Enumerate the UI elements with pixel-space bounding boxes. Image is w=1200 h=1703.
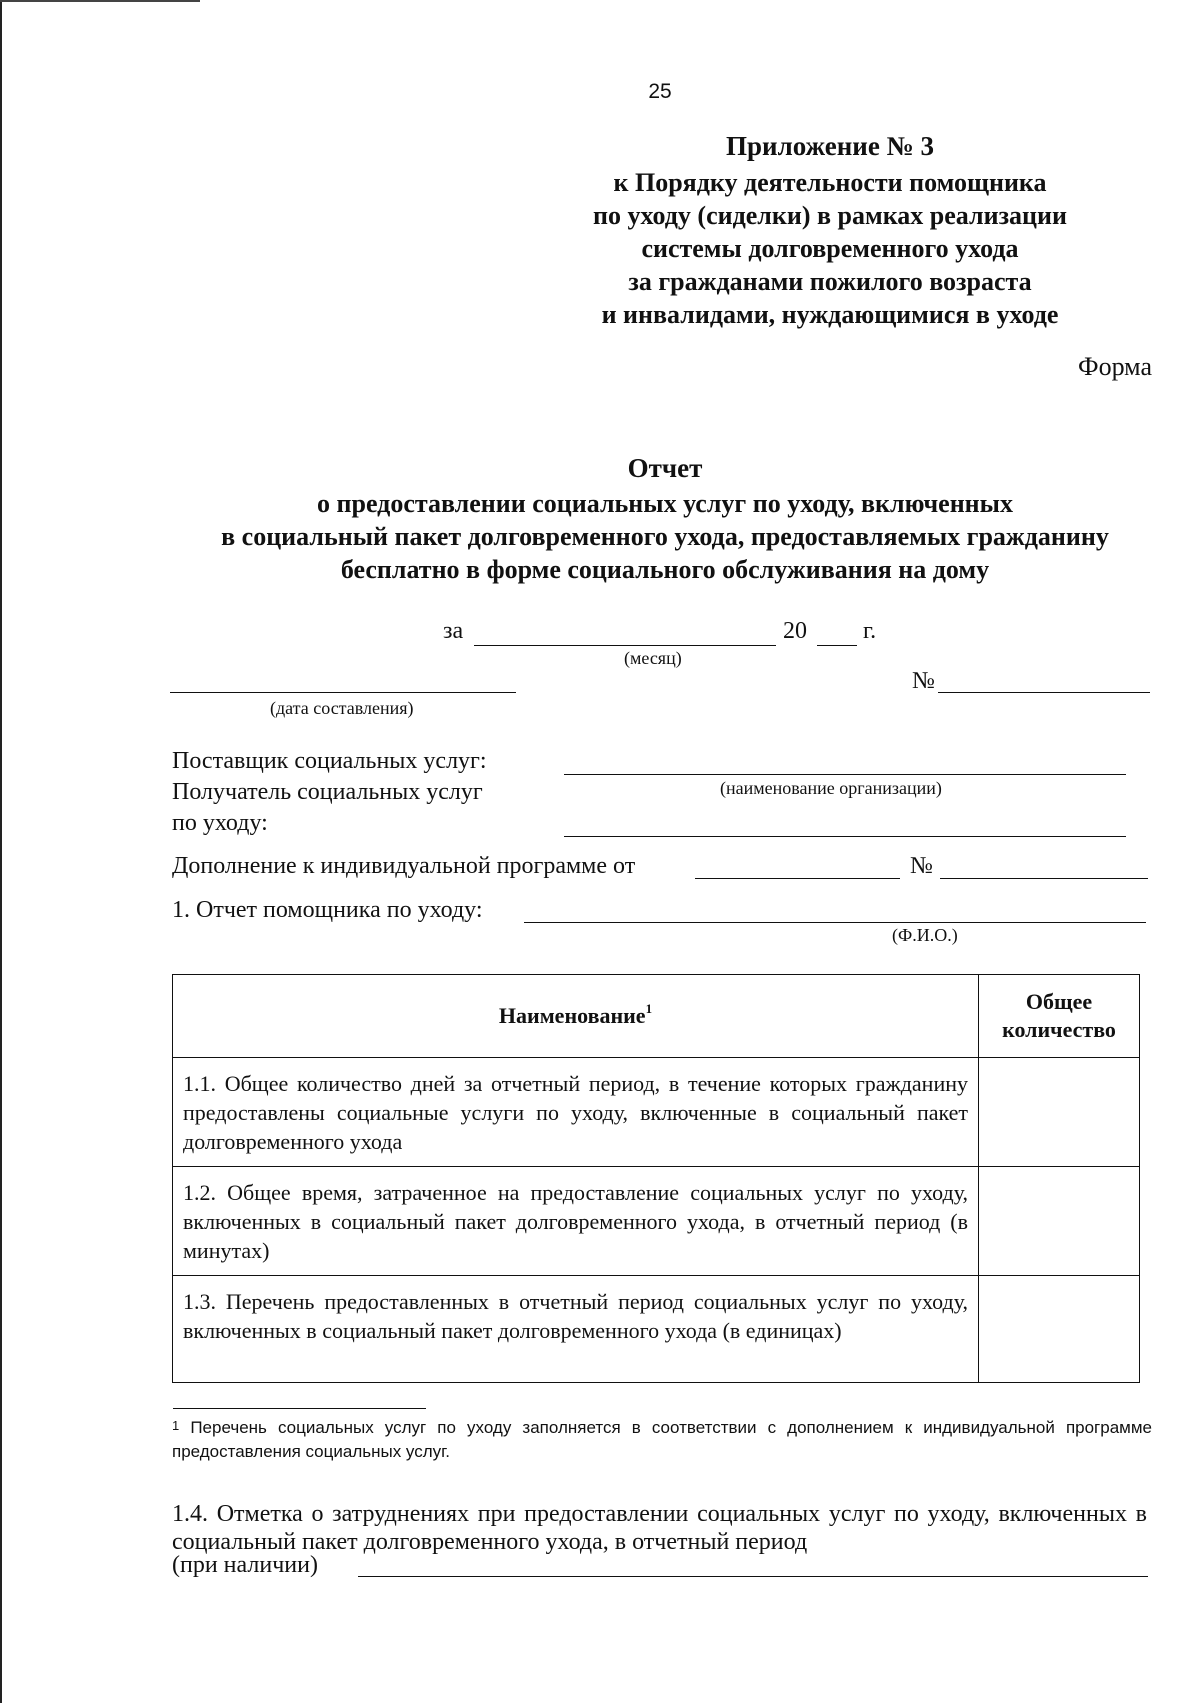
document-title — [140, 452, 1190, 586]
row-description: 1.2. Общее время, затраченное на предоставление социальных услуг по уходу, включенных в социальный пакет долговременного ухода, в отчетный период (в минутах) — [173, 1167, 979, 1276]
provider-label: Поставщик социальных услуг: — [172, 748, 487, 774]
title-line: бесплатно в форме социального обслуживания на дому — [340, 555, 990, 584]
header-total-line: количество — [1002, 1017, 1116, 1042]
appendix-line: Приложение № 3 — [726, 131, 934, 161]
supplement-date-field[interactable] — [695, 878, 900, 879]
recipient-field[interactable] — [564, 836, 1126, 837]
title-line: в социальный пакет долговременного ухода, предоставляемых гражданину — [221, 522, 1109, 551]
year-field[interactable] — [817, 645, 857, 646]
item-1-4 — [172, 1500, 1147, 1556]
footnote — [172, 1416, 1152, 1464]
row-total-cell[interactable] — [979, 1058, 1140, 1167]
page-number: 25 — [648, 80, 672, 103]
report-number-field[interactable] — [938, 692, 1150, 693]
title-head: Отчет — [627, 453, 703, 483]
year-prefix: 20 — [783, 618, 807, 644]
form-label: Форма — [1078, 352, 1152, 381]
table-row — [173, 1276, 1140, 1383]
header-name — [173, 975, 979, 1058]
provider-field[interactable] — [564, 774, 1126, 775]
footnote-mark: 1 — [172, 1418, 180, 1433]
row-total-cell[interactable] — [979, 1167, 1140, 1276]
appendix-line: и инвалидами, нуждающимися в уходе — [601, 300, 1059, 329]
date-field[interactable] — [170, 692, 516, 693]
appendix-line: по уходу (сиделки) в рамках реализации — [593, 201, 1067, 230]
month-caption: (месяц) — [624, 648, 682, 668]
difficulties-field[interactable] — [358, 1576, 1148, 1577]
year-suffix: г. — [863, 618, 877, 644]
item-1-4-text: 1.4. Отметка о затруднениях при предоставлении социальных услуг по уходу, включенных в социальный пакет долговременного ухода, в отчетный период — [172, 1501, 1147, 1555]
report-table — [172, 974, 1140, 1383]
supplement-number-field[interactable] — [940, 878, 1148, 879]
month-field[interactable] — [474, 645, 776, 646]
row-description: 1.3. Перечень предоставленных в отчетный период социальных услуг по уходу, включенных в социальный пакет долговременного ухода (в единицах) — [173, 1276, 979, 1383]
table-header-row — [173, 975, 1140, 1058]
header-total-line: Общее — [1025, 989, 1093, 1014]
supplement-number-sign: № — [910, 853, 933, 879]
supplement-label: Дополнение к индивидуальной программе от — [172, 853, 636, 879]
row-description: 1.1. Общее количество дней за отчетный период, в течение которых гражданину предоставлены социальные услуги по уходу, включенные в социальный пакет долговременного ухода — [173, 1058, 979, 1167]
title-line: о предоставлении социальных услуг по уходу, включенных — [317, 489, 1013, 518]
recipient-label: Получатель социальных услуг — [172, 779, 483, 805]
appendix-header — [540, 130, 1120, 331]
appendix-line: за гражданами пожилого возраста — [628, 267, 1032, 296]
footnote-divider — [173, 1408, 426, 1409]
assistant-label: 1. Отчет помощника по уходу: — [172, 897, 483, 923]
scan-edge-top — [0, 0, 200, 2]
period-prefix: за — [443, 618, 464, 644]
report-number-sign: № — [912, 668, 935, 694]
fio-caption: (Ф.И.О.) — [892, 925, 958, 945]
assistant-name-field[interactable] — [524, 922, 1146, 923]
header-name-text: Наименование — [498, 1003, 646, 1028]
footnote-text: Перечень социальных услуг по уходу заполняется в соответствии с дополнением к индивидуальной программе предоставления социальных услуг. — [172, 1418, 1152, 1461]
item-1-4-last: (при наличии) — [172, 1552, 318, 1578]
organization-caption: (наименование организации) — [720, 778, 942, 798]
header-total — [979, 975, 1140, 1058]
appendix-line: системы долговременного ухода — [641, 234, 1019, 263]
table-row — [173, 1058, 1140, 1167]
footnote-ref: 1 — [645, 1001, 653, 1016]
row-total-cell[interactable] — [979, 1276, 1140, 1383]
table-row — [173, 1167, 1140, 1276]
scan-edge-left — [0, 0, 2, 1703]
appendix-line: к Порядку деятельности помощника — [613, 168, 1047, 197]
date-caption: (дата составления) — [270, 698, 414, 718]
recipient-label-cont: по уходу: — [172, 810, 268, 836]
